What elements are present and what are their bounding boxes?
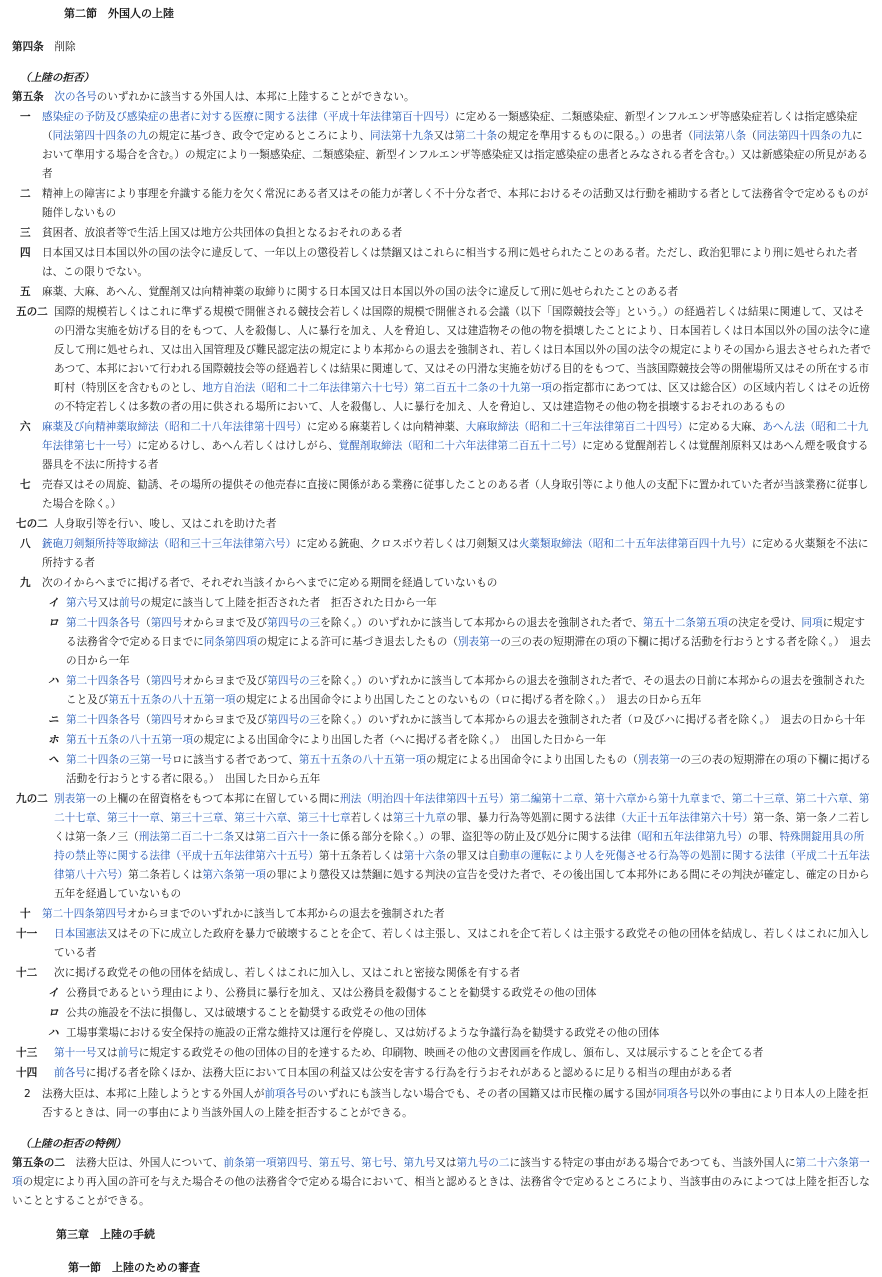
article-5-2-caption: （上陸の拒否の特例） — [20, 1138, 126, 1150]
law-reference-link[interactable]: 同法第八条 — [693, 130, 747, 142]
text-run: 次に掲げる政党その他の団体を結成し、若しくはこれに加入し、又はこれと密接な関係を有する者 — [54, 967, 521, 979]
text-run: の規定に基づき、政令で定めるところにより、 — [147, 130, 370, 142]
law-reference-link[interactable]: 第五十二条第五項 — [642, 617, 728, 629]
list-item — [12, 535, 872, 573]
law-reference-link[interactable]: 自動車の運転により人を死傷させる行為等の処罰に関する法律（平成二十五年法律第八十六号） — [54, 850, 870, 881]
law-reference-link[interactable]: 別表第一 — [54, 793, 97, 805]
item-number: ロ — [48, 617, 59, 629]
item-number: 三 — [20, 227, 31, 239]
text-run: の規定による出国命令により出国したことのないもの（ロに掲げる者を除く。） 退去の日から五年 — [235, 694, 702, 706]
law-reference-link[interactable]: 第十一号 — [54, 1047, 97, 1059]
item-text — [66, 734, 606, 746]
section-1-title: 第一節 上陸のための審査 — [68, 1261, 200, 1274]
law-reference-link[interactable]: 麻薬及び向精神薬取締法（昭和二十八年法律第十四号） — [42, 421, 307, 433]
text-run: （ — [746, 130, 757, 142]
law-reference-link[interactable]: 大麻取締法（昭和二十三年法律第百二十四号） — [465, 421, 689, 433]
law-reference-link[interactable]: 第五十五条の八十五第一項 — [108, 694, 236, 706]
law-reference-link[interactable]: 第六号 — [66, 597, 98, 609]
text-run: （ — [140, 617, 151, 629]
article-5-items — [12, 108, 872, 593]
sub-item — [12, 731, 872, 750]
item-number: ヘ — [48, 754, 59, 766]
item-number: 二 — [20, 188, 31, 200]
item-number: 十一 — [16, 928, 38, 940]
article-5-number: 第五条 — [12, 91, 44, 103]
text-run: ロに該当する者であつて、 — [171, 754, 299, 766]
law-reference-link[interactable]: 別表第一 — [637, 754, 681, 766]
item-text — [54, 1047, 763, 1059]
sub-item — [12, 1024, 872, 1043]
law-reference-link[interactable]: 第四号 — [150, 675, 183, 687]
law-reference-link[interactable]: 同項 — [801, 617, 823, 629]
text-run: 以外の事由により日本人の上陸を拒否するときは、同一の事由により当該外国人の上陸を拒否することができる。 — [42, 1088, 869, 1119]
law-reference-link[interactable]: 第三十九章 — [393, 812, 446, 824]
text-run: 又は — [433, 130, 455, 142]
text-run: に規定する政党その他の団体の目的を達するため、印刷物、映画その他の文書図画を作成し、頒布し、又は展示することを企てる者 — [138, 1047, 764, 1059]
item-text — [54, 518, 276, 530]
article-link[interactable]: 次の各号 — [54, 91, 97, 103]
law-reference-link[interactable]: （昭和五年法律第九号） — [631, 831, 748, 843]
text-run: の三の表の短期滞在の項の下欄に掲げる活動を行おうとする者に限る。） 出国した日から五年 — [66, 754, 871, 785]
text-run: 又はその下に成立した政府を暴力で破壊することを企て、若しくは主張し、又はこれを企て若しくは主張する政党その他の団体を結成し、若しくはこれに加入している者 — [54, 928, 870, 959]
list-item — [12, 574, 872, 593]
list-item — [12, 1064, 872, 1083]
article-5-paragraph-2 — [12, 1085, 872, 1123]
text-run: 又は — [435, 1157, 457, 1169]
item-number: ハ — [48, 675, 59, 687]
article-5-2-number: 第五条の二 — [12, 1157, 65, 1169]
text-run: に定める一類感染症、二類感染症、新型インフルエンザ等感染症若しくは指定感染症（ — [42, 111, 858, 142]
item-number: 五 — [20, 286, 31, 298]
item-9-subitems — [12, 594, 872, 789]
text-run: の規定により再入国の許可を与えた場合その他の法務省令で定める場合において、相当と認めるときは、法務省令で定めるところにより、当該事由のみによつては上陸を拒否しないこととすることができる。 — [12, 1176, 870, 1207]
text-run: の規定を準用するものに限る。）の患者（ — [497, 130, 694, 142]
item-text — [66, 754, 871, 785]
chapter-title: 第三章 上陸の手続 — [56, 1228, 155, 1241]
item-number: 九 — [20, 577, 31, 589]
sub-item — [12, 614, 872, 671]
law-reference-link[interactable]: 同法第四十四条の九 — [756, 130, 852, 142]
law-reference-link[interactable]: 第二十四条各号 — [66, 714, 141, 726]
item-number: 五の二 — [16, 306, 48, 318]
item-number: 八 — [20, 538, 31, 550]
text-run: 法務大臣は、本邦に上陸しようとする外国人が — [42, 1088, 265, 1100]
item-number: ロ — [48, 1007, 59, 1019]
text-run: の指定都市にあつては、区又は総合区）の区域内若しくはその近傍の不特定若しくは多数の者の用に供される場所において、人を殺傷し、人に暴行を加え、人を脅迫し、又は建造物その他の物を損壊するおそれのあるもの — [54, 382, 870, 413]
text-run: に規定する法務省令で定める日までに — [66, 617, 865, 648]
list-item — [12, 418, 872, 475]
law-reference-link[interactable]: 第四号の三 — [267, 675, 321, 687]
sub-item — [12, 751, 872, 789]
list-item — [12, 515, 872, 534]
text-run: オからヨまで及び — [182, 675, 268, 687]
law-reference-link[interactable]: 別表第一 — [457, 636, 501, 648]
item-text — [42, 188, 868, 219]
text-run: を除く。）のいずれかに該当して本邦からの退去を強制された者（ロ及びハに掲げる者を除く。） 退去の日から十年 — [320, 714, 866, 726]
item-number: ハ — [48, 1027, 59, 1039]
law-reference-link[interactable]: 覚醒剤取締法（昭和二十六年法律第二百五十二号） — [338, 440, 583, 452]
law-reference-link[interactable]: 第二十四条の三第一号 — [66, 754, 172, 766]
item-text — [54, 1067, 732, 1079]
text-run: 国際的規模若しくはこれに準ずる規模で開催される競技会若しくは国際的規模で開催される会議（以下「国際競技会等」という。）の経過若しくは結果に関連して、又はその円滑な実施を妨げる目的をもつて、人を殺傷し、人に暴行を加え、人を脅迫し、又は建造物その他の物を損壊したことにより、日本国若しくは日本国以外の国の法令に違反して刑に処せられ、又は出入国管理及び難民認定法の規定により本邦からの退去を強制され、若しくは日本国以外の国の法令の規定によりその国から退去させられた者であつて、本邦において行われる国際競技会等の経過若しくは結果に関連して、又はその円滑な実施を妨げる目的をもつて、当該国際競技会等の開催場所又はその所在する市町村（特別区を含むものとし、 — [54, 306, 871, 394]
item-number: 一 — [20, 111, 31, 123]
law-reference-link[interactable]: 第二十条 — [454, 130, 498, 142]
text-run: （ — [140, 675, 151, 687]
item-text — [66, 714, 865, 726]
law-reference-link[interactable]: 第二百六十一条 — [255, 831, 330, 843]
law-reference-link[interactable]: 第五十五条の八十五第一項 — [66, 734, 194, 746]
text-run: に定めるけし、あへん若しくはけしがら、 — [137, 440, 339, 452]
item-number: 十四 — [16, 1067, 38, 1079]
law-reference-link[interactable]: 第六条第一項 — [202, 869, 266, 881]
text-run: に係る部分を除く。）の罪、盗犯等の防止及び処分に関する法律 — [329, 831, 632, 843]
law-reference-link[interactable]: 第九号の二 — [456, 1157, 510, 1169]
item-text — [42, 479, 868, 510]
law-reference-link[interactable]: 第二十六条第一項 — [12, 1157, 870, 1188]
law-reference-link[interactable]: 第十六条 — [403, 850, 446, 862]
article-5-items-continued — [12, 790, 872, 983]
item-text — [42, 247, 858, 278]
section-title: 第二節 外国人の上陸 — [64, 7, 174, 20]
sub-item — [12, 672, 872, 710]
law-reference-link[interactable]: 第四号の三 — [267, 714, 321, 726]
text-run: の罪により懲役又は禁錮に処する判決の宣告を受けた者で、その後出国して本邦外にある間にその判決が確定し、確定の日から五年を経過していないもの — [54, 869, 870, 900]
text-run: に定める銃砲、クロスボウ若しくは刀剣類又は — [296, 538, 519, 550]
item-number: 九の二 — [16, 793, 48, 805]
item-number: 七 — [20, 479, 31, 491]
law-reference-link[interactable]: 刑法（明治四十年法律第四十五号）第二編第十二章、第十六章から第十九章まで、第二十三章、第二十六章、第二十七章、第三十一章、第三十三章、第三十六章、第三十七章 — [54, 793, 870, 824]
text-run: の規定による許可に基づき退去したもの（ — [256, 636, 458, 648]
list-item — [12, 303, 872, 417]
list-item — [12, 476, 872, 514]
sub-item — [12, 711, 872, 730]
law-reference-link[interactable]: 第四号 — [150, 714, 183, 726]
text-run: において準用する場合を含む。）の規定により一類感染症、二類感染症、新型インフルエンザ等感染症又は指定感染症の患者とみなされる者を含む。）又は新感染症の所見がある者 — [42, 130, 868, 180]
law-reference-link[interactable]: 同法第十九条 — [369, 130, 434, 142]
item-text — [42, 227, 402, 239]
law-reference-link[interactable]: 地方自治法（昭和二十二年法律第六十七号）第二百五十二条の十九第一項 — [202, 382, 552, 394]
law-reference-link[interactable]: 前条第一項第四号、第五号、第七号、第九号 — [223, 1157, 436, 1169]
item-number: 六 — [20, 421, 31, 433]
text-run: 第二条若しくは — [128, 869, 203, 881]
text-run: の規定による出国命令により出国したもの（ — [425, 754, 638, 766]
item-12-subitems — [12, 984, 872, 1043]
item-text — [42, 577, 497, 589]
law-reference-link[interactable]: 第二十四条各号 — [66, 675, 141, 687]
item-number: ホ — [48, 734, 59, 746]
paragraph-number: 2 — [24, 1088, 31, 1100]
text-run: の罪、暴力行為等処罰に関する法律 — [445, 812, 616, 824]
list-item — [12, 108, 872, 184]
text-run: のいずれにも該当しない場合でも、その者の国籍又は市民権の属する国が — [306, 1088, 657, 1100]
item-number: イ — [48, 597, 59, 609]
text-run: に該当する特定の事由がある場合であつても、当該外国人に — [509, 1157, 796, 1169]
text-run: 又は — [97, 597, 119, 609]
text-run: を除く。）のいずれかに該当して本邦からの退去を強制された者で、その退去の日前に本邦からの退去を強制されたこと及び — [66, 675, 866, 706]
sub-item — [12, 1004, 872, 1023]
article-4-text: 削除 — [54, 41, 76, 53]
law-reference-link[interactable]: 第五十五条の八十五第一項 — [298, 754, 426, 766]
text-run: 麻薬、大麻、あへん、覚醒剤又は向精神薬の取締りに関する日本国又は日本国以外の国の法令に違反して刑に処せられたことのある者 — [42, 286, 679, 298]
law-reference-link[interactable]: あへん法（昭和二十九年法律第七十一号） — [42, 421, 869, 452]
item-text — [42, 421, 868, 471]
article-5-caption: （上陸の拒否） — [20, 72, 95, 84]
article-5-2 — [12, 1154, 872, 1211]
text-run: 次のイからヘまでに掲げる者で、それぞれ当該イからヘまでに定める期間を経過していないもの — [42, 577, 498, 589]
item-number: 十 — [20, 908, 31, 920]
text-run: の規定に該当して上陸を拒否された者 拒否された日から一年 — [140, 597, 437, 609]
law-reference-link[interactable]: 日本国憲法 — [54, 928, 107, 940]
item-text — [54, 967, 520, 979]
law-reference-link[interactable]: 第二十四条第四号 — [42, 908, 127, 920]
list-item — [12, 905, 872, 924]
item-text — [42, 538, 868, 569]
text-run: の決定を受け、 — [727, 617, 802, 629]
law-reference-link[interactable]: 特殊開錠用具の所持の禁止等に関する法律（平成十五年法律第六十五号） — [54, 831, 865, 862]
law-reference-link[interactable]: 前号 — [118, 597, 141, 609]
text-run: 第十五条若しくは — [318, 850, 404, 862]
text-run: の罪又は — [445, 850, 489, 862]
article-4 — [12, 38, 872, 57]
item-number: 七の二 — [16, 518, 48, 530]
item-text — [42, 286, 678, 298]
item-text: 工場事業場における安全保持の施設の正常な維持又は運行を停廃し、又は妨げるような争議行為を勧奨する政党その他の団体 — [66, 1027, 660, 1039]
text-run: 又は — [234, 831, 256, 843]
item-text — [42, 111, 868, 180]
law-reference-link[interactable]: 火薬類取締法（昭和二十五年法律第百四十九号） — [518, 538, 752, 550]
article-5-intro — [12, 88, 872, 107]
item-number: 十二 — [16, 967, 38, 979]
law-reference-link[interactable]: 刑法第二百二十二条 — [138, 831, 235, 843]
item-text — [54, 306, 871, 413]
sub-item — [12, 594, 872, 613]
text-run: に掲げる者を除くほか、法務大臣において日本国の利益又は公安を害する行為を行うおそれがあると認めるに足りる相当の理由がある者 — [85, 1067, 732, 1079]
text-run: 若しくは — [350, 812, 393, 824]
list-item — [12, 790, 872, 904]
text-run: 又は — [96, 1047, 118, 1059]
text-run: オからヨまでのいずれかに該当して本邦からの退去を強制された者 — [126, 908, 445, 920]
text-run: （ — [140, 714, 151, 726]
list-item — [12, 244, 872, 282]
text-run: を除く。）のいずれかに該当して本邦からの退去を強制された者で、 — [320, 617, 643, 629]
text-run: に定める火薬類を不法に所持する者 — [42, 538, 869, 569]
text-run: 法務大臣は、外国人について、 — [75, 1157, 224, 1169]
item-text — [54, 928, 870, 959]
text-run: に定める覚醒剤若しくは覚醒剤原料又はあへん煙を吸食する器具を不法に所持する者 — [42, 440, 869, 471]
law-reference-link[interactable]: （大正十五年法律第六十号） — [615, 812, 754, 824]
text-run: 精神上の障害により事理を弁識する能力を欠く常況にある者又はその能力が著しく不十分な者で、本邦におけるその活動又は行動を補助する者として法務省令で定めるものが随伴しないもの — [42, 188, 869, 219]
text-run: の罪、 — [747, 831, 780, 843]
text-run: の三の表の短期滞在の項の下欄に掲げる活動を行おうとする者を除く。） 退去の日から一年 — [66, 636, 871, 667]
text-run: 売春又はその周旋、勧誘、その場所の提供その他売春に直接に関係がある業務に従事したことのある者（人身取引等により他人の支配下に置かれていた者が当該業務に従事した場合を除く。） — [42, 479, 869, 510]
item-text — [66, 597, 437, 609]
article-5-intro-text: のいずれかに該当する外国人は、本邦に上陸することができない。 — [96, 91, 415, 103]
item-number: 十三 — [16, 1047, 38, 1059]
law-reference-link[interactable]: 同項各号 — [656, 1088, 699, 1100]
text-run: に定める麻薬若しくは向精神薬、 — [306, 421, 466, 433]
article-5-items-end — [12, 1044, 872, 1083]
law-reference-link[interactable]: 銃砲刀剣類所持等取締法（昭和三十三年法律第六号） — [42, 538, 297, 550]
list-item — [12, 964, 872, 983]
law-reference-link[interactable]: 第二十四条各号 — [66, 617, 141, 629]
list-item — [12, 925, 872, 963]
text-run: 日本国又は日本国以外の国の法令に違反して、一年以上の懲役若しくは禁錮又はこれらに相当する刑に処せられたことのある者。ただし、政治犯罪により刑に処せられた者は、この限りでない。 — [42, 247, 858, 278]
law-reference-link[interactable]: 第四号の三 — [267, 617, 321, 629]
text-run: 第一条、第一条ノ二若しくは第一条ノ三（ — [54, 812, 870, 843]
law-reference-link[interactable]: 前項各号 — [264, 1088, 307, 1100]
item-text: 公共の施設を不法に損傷し、又は破壊することを勧奨する政党その他の団体 — [66, 1007, 427, 1019]
item-text: 公務員であるという理由により、公務員に暴行を加え、又は公務員を殺傷することを勧奨する政党その他の団体 — [66, 987, 597, 999]
law-reference-link[interactable]: 第四号 — [150, 617, 183, 629]
text-run: の上欄の在留資格をもつて本邦に在留している間に — [96, 793, 341, 805]
item-text — [66, 675, 865, 706]
law-reference-link[interactable]: 感染症の予防及び感染症の患者に対する医療に関する法律（平成十年法律第百十四号） — [42, 111, 456, 123]
text-run: の規定による出国命令により出国した者（ヘに掲げる者を除く。） 出国した日から一年 — [193, 734, 607, 746]
law-reference-link[interactable]: 同条第四項 — [203, 636, 257, 648]
item-text — [66, 617, 871, 667]
item-number: ニ — [48, 714, 59, 726]
text-run: に定める大麻、 — [688, 421, 763, 433]
item-number: 四 — [20, 247, 31, 259]
text-run: オからヨまで及び — [182, 714, 268, 726]
law-document — [0, 4, 880, 1277]
sub-item — [12, 984, 872, 1003]
item-number: イ — [48, 987, 59, 999]
article-4-number: 第四条 — [12, 41, 44, 53]
item-text — [54, 793, 870, 900]
law-reference-link[interactable]: 前号 — [117, 1047, 139, 1059]
text-run: 人身取引等を行い、唆し、又はこれを助けた者 — [54, 518, 277, 530]
list-item — [12, 224, 872, 243]
text-run: 貧困者、放浪者等で生活上国又は地方公共団体の負担となるおそれのある者 — [42, 227, 403, 239]
law-reference-link[interactable]: 前各号 — [54, 1067, 86, 1079]
text-run: オからヨまで及び — [182, 617, 268, 629]
list-item — [12, 185, 872, 223]
law-reference-link[interactable]: 同法第四十四条の九 — [52, 130, 148, 142]
item-text — [42, 908, 445, 920]
list-item — [12, 1044, 872, 1063]
paragraph-text — [42, 1088, 868, 1119]
list-item — [12, 283, 872, 302]
